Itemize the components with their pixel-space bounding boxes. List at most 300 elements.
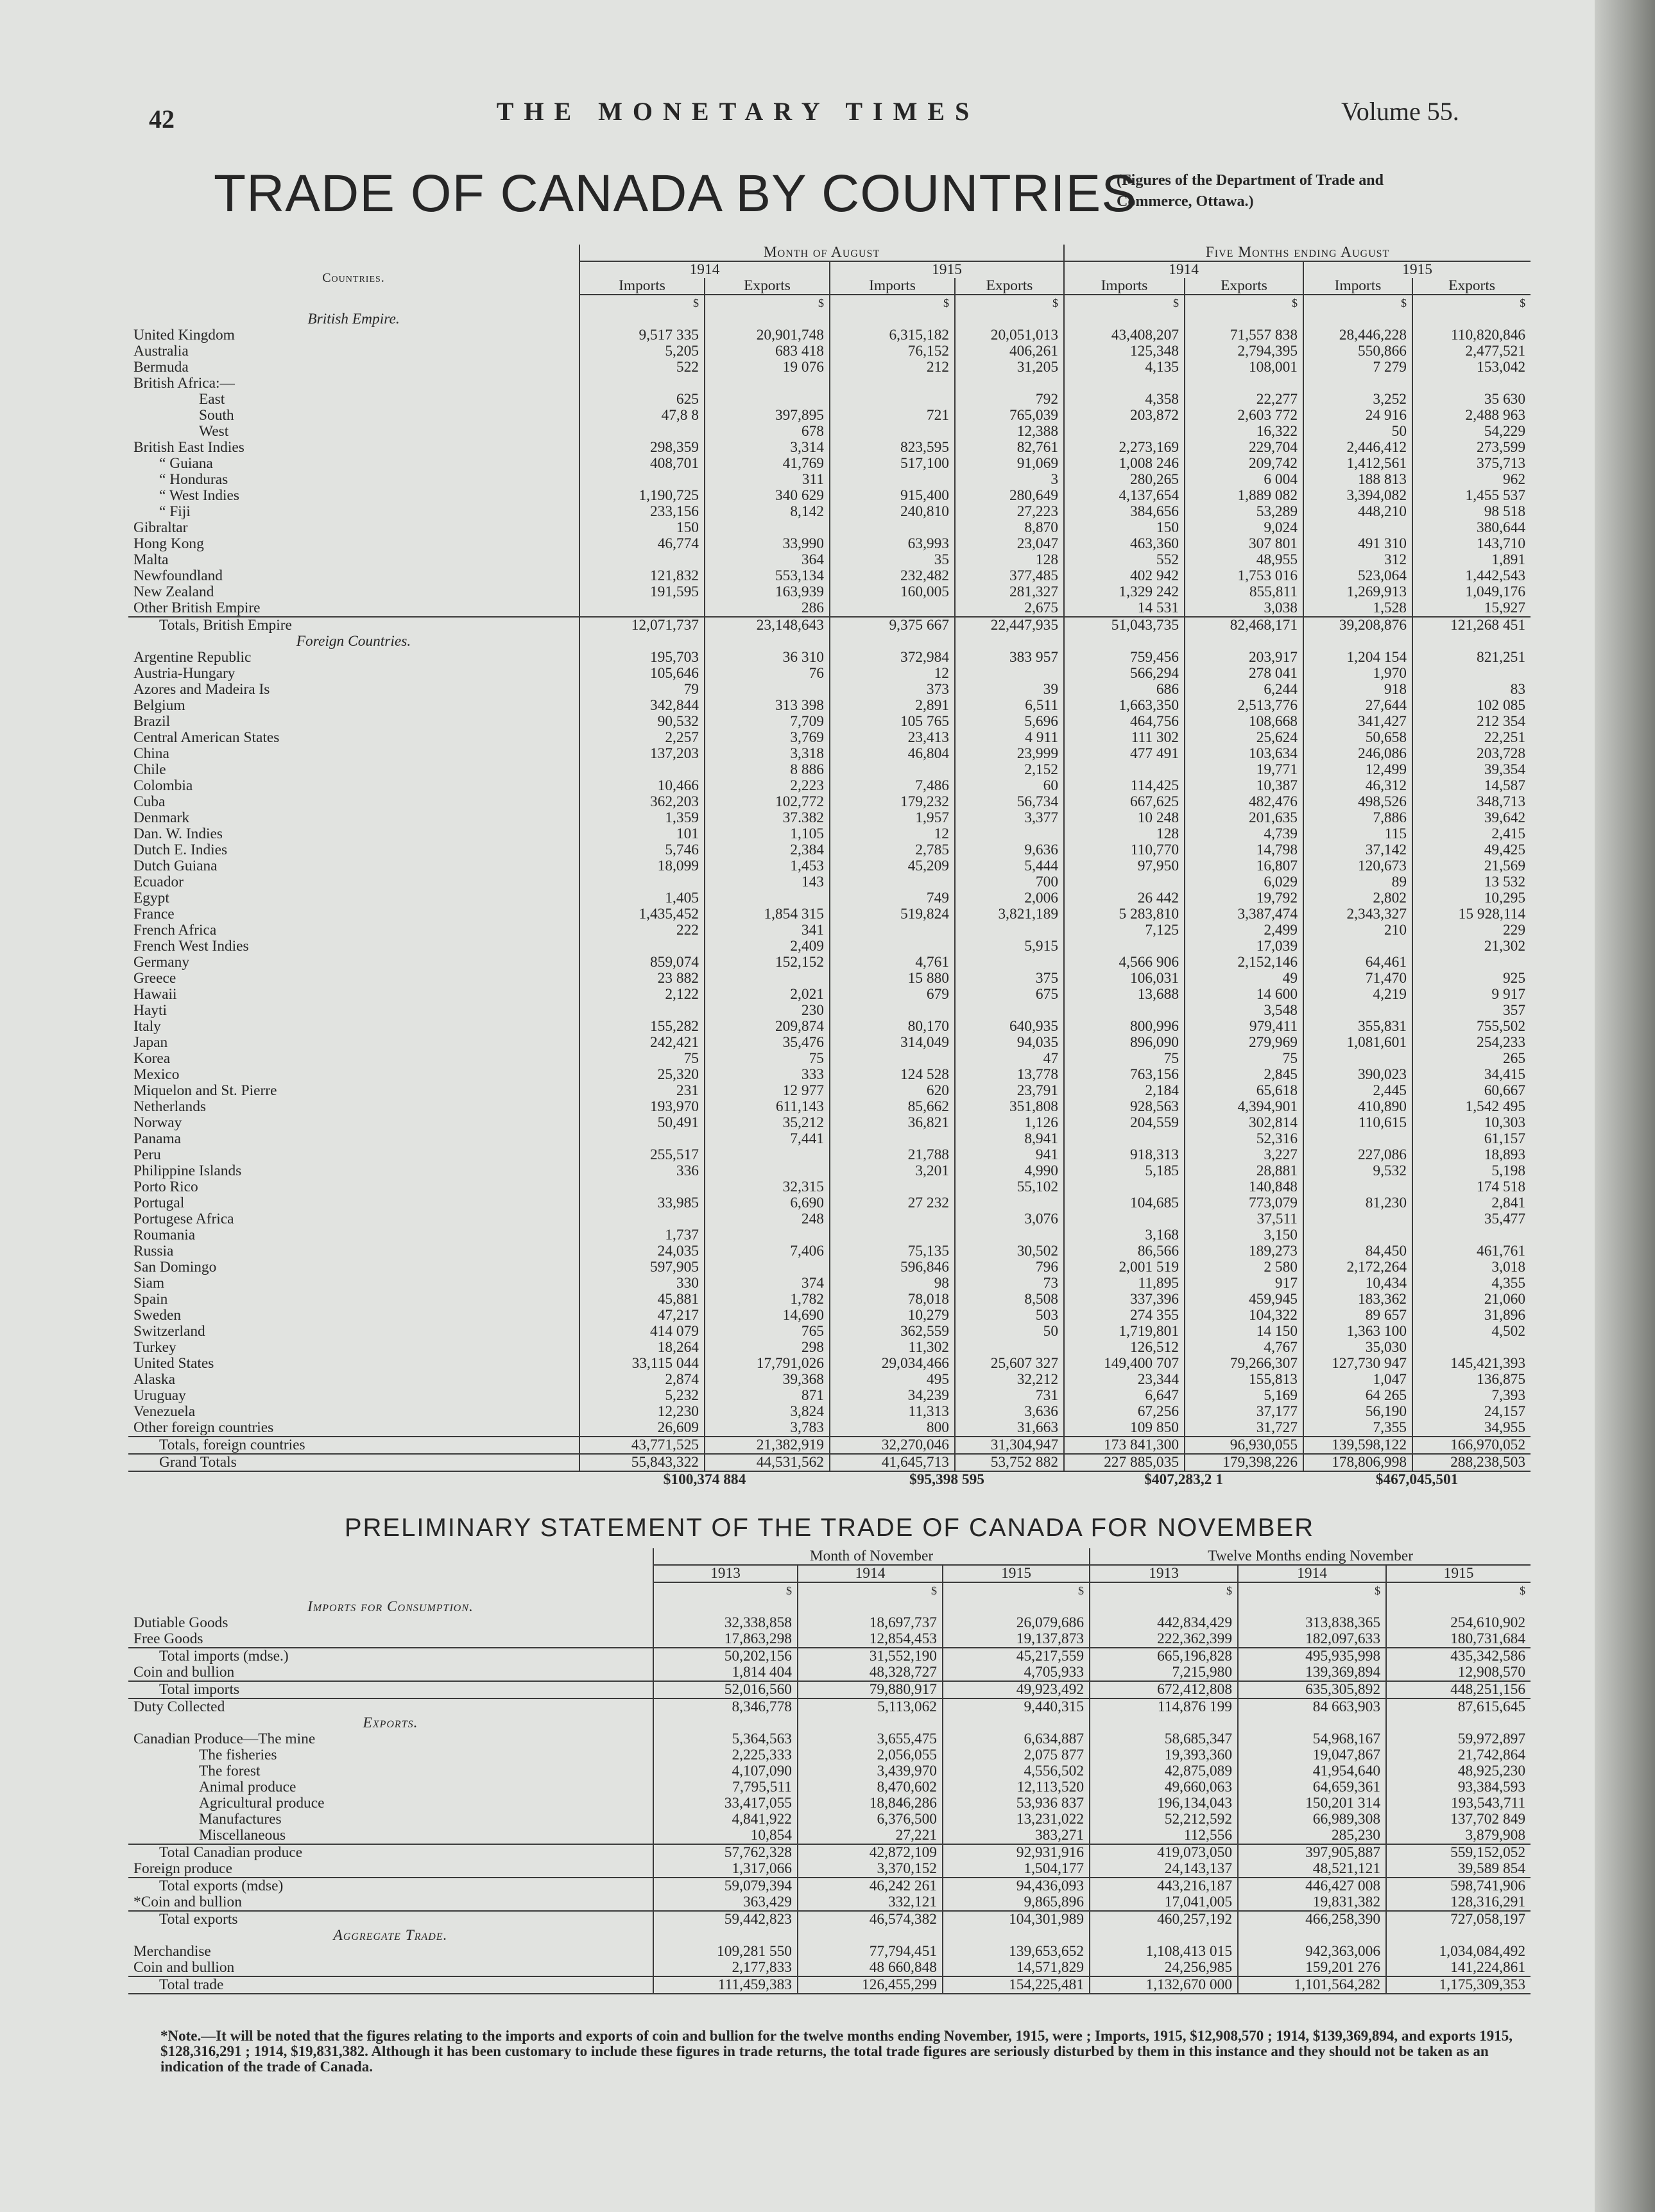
cell-value: 54,229	[1412, 424, 1531, 440]
cell-value: 89 657	[1303, 1308, 1412, 1324]
cell-value: 47	[955, 1051, 1064, 1067]
combined-total: $95,398 595	[909, 1471, 984, 1488]
cell-value: 79	[579, 682, 705, 698]
cell-value: 58,685,347	[1090, 1731, 1238, 1747]
row-label: British East Indies	[133, 440, 244, 456]
currency-symbol: $	[830, 295, 955, 311]
cell-value: 125,348	[1064, 343, 1185, 359]
row-label: “ Fiji	[159, 504, 191, 520]
cell-value: 611,143	[705, 1099, 830, 1115]
table-row	[128, 1779, 1531, 1795]
column-header: Exports	[955, 278, 1064, 295]
cell-value: 36,821	[830, 1115, 955, 1131]
cell-value: 128,316,291	[1386, 1894, 1531, 1911]
cell-value: 3,824	[705, 1404, 830, 1420]
cell-value: 103,634	[1185, 746, 1303, 762]
cell-value: 126,455,299	[798, 1976, 943, 1994]
cell-value: 3	[955, 472, 1064, 488]
cell-value: 23 882	[579, 971, 705, 987]
cell-value: 28,881	[1185, 1163, 1303, 1179]
row-label: South	[199, 408, 234, 424]
row-label: Dutch E. Indies	[133, 842, 228, 858]
cell-value: 11,302	[830, 1340, 955, 1356]
cell-value: 46,312	[1303, 778, 1412, 794]
row-label: Siam	[133, 1275, 165, 1292]
cell-value: 1,105	[705, 826, 830, 842]
cell-value: 495,935,998	[1238, 1648, 1386, 1664]
cell-value: 519,824	[830, 906, 955, 922]
row-label: Egypt	[133, 890, 169, 906]
cell-value: 918	[1303, 682, 1412, 698]
cell-value: 2,021	[705, 987, 830, 1003]
cell-value: 111 302	[1064, 730, 1185, 746]
cell-value	[1412, 1340, 1531, 1356]
row-label: East	[199, 392, 225, 408]
cell-value: 4,761	[830, 955, 955, 971]
cell-value: 114,876 199	[1090, 1698, 1238, 1715]
cell-value: 20,901,748	[705, 327, 830, 343]
row-label: United Kingdom	[133, 327, 235, 343]
cell-value: 274 355	[1064, 1308, 1185, 1324]
row-label: Sweden	[133, 1308, 182, 1324]
cell-value	[830, 472, 955, 488]
cell-value: 41,769	[705, 456, 830, 472]
cell-value: 46,774	[579, 536, 705, 552]
cell-value: 2,122	[579, 987, 705, 1003]
cell-value: 55,843,322	[579, 1454, 705, 1471]
cell-value: 139,653,652	[943, 1944, 1090, 1960]
cell-value: 4,841,922	[653, 1811, 798, 1827]
cell-value: 92,931,916	[943, 1844, 1090, 1861]
cell-value	[1064, 938, 1185, 955]
cell-value: 8,470,602	[798, 1779, 943, 1795]
row-label: Coin and bullion	[133, 1960, 235, 1976]
cell-value: 35,030	[1303, 1340, 1412, 1356]
cell-value: 64,461	[1303, 955, 1412, 971]
cell-value: 91,069	[955, 456, 1064, 472]
country-row	[128, 922, 1531, 938]
currency-symbol: $	[1090, 1582, 1238, 1599]
cell-value: 64 265	[1303, 1388, 1412, 1404]
country-row	[128, 424, 1531, 440]
cell-value	[579, 376, 705, 392]
country-row	[128, 1035, 1531, 1051]
country-row	[128, 359, 1531, 376]
cell-value	[830, 1051, 955, 1067]
section-foreign-countries	[128, 634, 1531, 650]
table-row	[128, 1698, 1531, 1715]
cell-value: 8,941	[955, 1131, 1064, 1147]
country-row	[128, 1195, 1531, 1211]
cell-value: 193,970	[579, 1099, 705, 1115]
cell-value: 84,450	[1303, 1243, 1412, 1259]
cell-value	[1412, 955, 1531, 971]
cell-value: 22,251	[1412, 730, 1531, 746]
cell-value: 35,212	[705, 1115, 830, 1131]
cell-value	[955, 1340, 1064, 1356]
cell-value: 665,196,828	[1090, 1648, 1238, 1664]
combined-total: $100,374 884	[663, 1471, 746, 1488]
cell-value	[955, 311, 1064, 327]
cell-value: 9,375 667	[830, 617, 955, 634]
cell-value	[579, 874, 705, 890]
cell-value: 102,772	[705, 794, 830, 810]
cell-value: 377,485	[955, 568, 1064, 584]
cell-value: 942,363,006	[1238, 1944, 1386, 1960]
cell-value: 491 310	[1303, 536, 1412, 552]
cell-value: 4,137,654	[1064, 488, 1185, 504]
cell-value: 8,346,778	[653, 1698, 798, 1715]
cell-value: 37.382	[705, 810, 830, 826]
cell-value: 15,927	[1412, 600, 1531, 617]
row-label: Total exports (mdse)	[128, 1878, 653, 1894]
cell-value	[1064, 762, 1185, 778]
row-label: Korea	[133, 1051, 171, 1067]
cell-value: 700	[955, 874, 1064, 890]
cell-value: 7,393	[1412, 1388, 1531, 1404]
row-label: The mine	[258, 1731, 316, 1747]
cell-value: 2,785	[830, 842, 955, 858]
cell-value: 52,016,560	[653, 1681, 798, 1698]
cell-value: 12	[830, 826, 955, 842]
cell-value: 1,737	[579, 1227, 705, 1243]
cell-value: 87,615,645	[1386, 1698, 1531, 1715]
cell-value: 10,854	[653, 1827, 798, 1844]
row-label: Manufactures	[199, 1811, 282, 1827]
cell-value: 3,318	[705, 746, 830, 762]
cell-value: 918,313	[1064, 1147, 1185, 1163]
cell-value: 47,8 8	[579, 408, 705, 424]
cell-value: 104,322	[1185, 1308, 1303, 1324]
cell-value: 59,972,897	[1386, 1731, 1531, 1747]
cell-value: 153,042	[1412, 359, 1531, 376]
cell-value: 32,338,858	[653, 1615, 798, 1631]
cell-value: 464,756	[1064, 714, 1185, 730]
cell-value: 27,644	[1303, 698, 1412, 714]
row-label: Total imports	[128, 1681, 653, 1698]
row-label: Hawaii	[133, 987, 177, 1003]
cell-value: 13 532	[1412, 874, 1531, 890]
cell-value	[830, 424, 955, 440]
cell-value: 35 630	[1412, 392, 1531, 408]
cell-value: 2,513,776	[1185, 698, 1303, 714]
cell-value: 105 765	[830, 714, 955, 730]
row-label: Ecuador	[133, 874, 184, 890]
cell-value: 979,411	[1185, 1019, 1303, 1035]
cell-value: 463,360	[1064, 536, 1185, 552]
cell-value: 273,599	[1412, 440, 1531, 456]
row-label: Miquelon and St. Pierre	[133, 1083, 277, 1099]
cell-value: 191,595	[579, 584, 705, 600]
cell-value: 98	[830, 1275, 955, 1292]
currency-symbol: $	[943, 1582, 1090, 1599]
cell-value: 32,212	[955, 1372, 1064, 1388]
row-label: Other British Empire	[133, 600, 261, 616]
cell-value: 14,690	[705, 1308, 830, 1324]
country-row	[128, 987, 1531, 1003]
currency-symbol: $	[705, 295, 830, 311]
row-label: Mexico	[133, 1067, 180, 1083]
cell-value: 2,384	[705, 842, 830, 858]
cell-value: 410,890	[1303, 1099, 1412, 1115]
cell-value: 278 041	[1185, 666, 1303, 682]
cell-value: 1,108,413 015	[1090, 1944, 1238, 1960]
cell-value: 13,688	[1064, 987, 1185, 1003]
cell-value: 98 518	[1412, 504, 1531, 520]
cell-value	[705, 1147, 830, 1163]
cell-value: 52,212,592	[1090, 1811, 1238, 1827]
cell-value: 18,846,286	[798, 1795, 943, 1811]
cell-value: 3,314	[705, 440, 830, 456]
cell-value: 126,512	[1064, 1340, 1185, 1356]
cell-value: 553,134	[705, 568, 830, 584]
cell-value: 79,266,307	[1185, 1356, 1303, 1372]
cell-value: 75,135	[830, 1243, 955, 1259]
cell-value	[579, 552, 705, 568]
cell-value: 763,156	[1064, 1067, 1185, 1083]
row-label: Malta	[133, 552, 169, 568]
table-row	[128, 1944, 1531, 1960]
month-of-august-header: Month of August	[579, 245, 1064, 261]
cell-value: 773,079	[1185, 1195, 1303, 1211]
cell-value	[1303, 1003, 1412, 1019]
row-label: Russia	[133, 1243, 174, 1259]
cell-value: 23,344	[1064, 1372, 1185, 1388]
cell-value: 24,157	[1412, 1404, 1531, 1420]
cell-value: 97,950	[1064, 858, 1185, 874]
cell-value: 1,204 154	[1303, 650, 1412, 666]
cell-value: 4 911	[955, 730, 1064, 746]
cell-value: 314,049	[830, 1035, 955, 1051]
cell-value: 46,574,382	[798, 1911, 943, 1928]
cell-value: 1,455 537	[1412, 488, 1531, 504]
cell-value: 136,875	[1412, 1372, 1531, 1388]
row-label: Gibraltar	[133, 520, 188, 536]
cell-value: 461,761	[1412, 1243, 1531, 1259]
cell-value: 52,316	[1185, 1131, 1303, 1147]
country-row	[128, 890, 1531, 906]
cell-value: 242,421	[579, 1035, 705, 1051]
cell-value: 11,895	[1064, 1275, 1185, 1292]
cell-value: 37,142	[1303, 842, 1412, 858]
cell-value: 50,491	[579, 1115, 705, 1131]
cell-value: 896,090	[1064, 1035, 1185, 1051]
cell-value	[705, 1259, 830, 1275]
cell-value	[705, 1227, 830, 1243]
country-row	[128, 1083, 1531, 1099]
month-of-november-header: Month of November	[653, 1548, 1090, 1565]
cell-value: 2,409	[705, 938, 830, 955]
trade-by-countries-table	[128, 245, 1531, 1488]
cell-value	[1386, 1599, 1531, 1615]
country-row	[128, 810, 1531, 826]
cell-value: 31,304,947	[955, 1437, 1064, 1454]
cell-value: 9,440,315	[943, 1698, 1090, 1715]
currency-symbol: $	[1238, 1582, 1386, 1599]
row-label: Italy	[133, 1019, 161, 1035]
cell-value: 209,874	[705, 1019, 830, 1035]
cell-value: 552	[1064, 552, 1185, 568]
row-label: The fisheries	[199, 1747, 277, 1763]
cell-value: 351,808	[955, 1099, 1064, 1115]
cell-value: 1,663,350	[1064, 698, 1185, 714]
cell-value: 76	[705, 666, 830, 682]
cell-value: 3,038	[1185, 600, 1303, 617]
cell-value	[1303, 634, 1412, 650]
cell-value	[579, 311, 705, 327]
cell-value	[955, 1003, 1064, 1019]
cell-value: 140,848	[1185, 1179, 1303, 1195]
cell-value: 477 491	[1064, 746, 1185, 762]
cell-value: 11,313	[830, 1404, 955, 1420]
cell-value	[579, 1003, 705, 1019]
cell-value: 39,208,876	[1303, 617, 1412, 634]
cell-value	[1064, 634, 1185, 650]
cell-value: 17,791,026	[705, 1356, 830, 1372]
column-header: Exports	[705, 278, 830, 295]
cell-value: 33,990	[705, 536, 830, 552]
cell-value: 6,029	[1185, 874, 1303, 890]
row-label: Duty Collected	[128, 1698, 653, 1715]
cell-value: 160,005	[830, 584, 955, 600]
cell-value: 280,649	[955, 488, 1064, 504]
row-label: China	[133, 746, 169, 762]
cell-value: 620	[830, 1083, 955, 1099]
country-row	[128, 1404, 1531, 1420]
cell-value: 61,157	[1412, 1131, 1531, 1147]
cell-value	[955, 826, 1064, 842]
column-header: Exports	[1185, 278, 1303, 295]
cell-value: 1,504,177	[943, 1861, 1090, 1878]
cell-value: 7,709	[705, 714, 830, 730]
cell-value: 48,328,727	[798, 1664, 943, 1681]
cell-value: 1,081,601	[1303, 1035, 1412, 1051]
cell-value: 566,294	[1064, 666, 1185, 682]
cell-value: 203,917	[1185, 650, 1303, 666]
cell-value: 3,252	[1303, 392, 1412, 408]
cell-value	[1064, 874, 1185, 890]
cell-value	[955, 666, 1064, 682]
row-label: Dutch Guiana	[133, 858, 218, 874]
cell-value: 1,317,066	[653, 1861, 798, 1878]
cell-value: 110,820,846	[1412, 327, 1531, 343]
cell-value: 212 354	[1412, 714, 1531, 730]
cell-value: 1,528	[1303, 600, 1412, 617]
cell-value: 163,939	[705, 584, 830, 600]
cell-value: 459,945	[1185, 1292, 1303, 1308]
cell-value: 12,854,453	[798, 1631, 943, 1648]
cell-value: 823,595	[830, 440, 955, 456]
cell-value: 81,230	[1303, 1195, 1412, 1211]
cell-value: 17,041,005	[1090, 1894, 1238, 1911]
country-row	[128, 600, 1531, 617]
cell-value: 402 942	[1064, 568, 1185, 584]
cell-value: 9,865,896	[943, 1894, 1090, 1911]
cell-value: 517,100	[830, 456, 955, 472]
cell-value: 448,210	[1303, 504, 1412, 520]
row-label: “ Honduras	[159, 472, 228, 488]
cell-value: 14,571,829	[943, 1960, 1090, 1976]
cell-value: 2,477,521	[1412, 343, 1531, 359]
cell-value: 313,838,365	[1238, 1615, 1386, 1631]
cell-value: 1,970	[1303, 666, 1412, 682]
cell-value: 26 442	[1064, 890, 1185, 906]
cell-value	[653, 1599, 798, 1615]
cell-value: 7,125	[1064, 922, 1185, 938]
year-header: 1914	[798, 1565, 943, 1582]
cell-value: 178,806,998	[1303, 1454, 1412, 1471]
cell-value: 2,001 519	[1064, 1259, 1185, 1275]
cell-value: 12,113,520	[943, 1779, 1090, 1795]
cell-value: 3,387,474	[1185, 906, 1303, 922]
row-label: Greece	[133, 971, 176, 987]
cell-value: 419,073,050	[1090, 1844, 1238, 1861]
cell-value: 50	[955, 1324, 1064, 1340]
cell-value: 495	[830, 1372, 955, 1388]
country-row	[128, 1388, 1531, 1404]
cell-value: 174 518	[1412, 1179, 1531, 1195]
section-heading: Aggregate Trade.	[333, 1928, 448, 1944]
cell-value: 6,315,182	[830, 327, 955, 343]
cell-value: 18,893	[1412, 1147, 1531, 1163]
cell-value: 12,499	[1303, 762, 1412, 778]
cell-value	[579, 634, 705, 650]
cell-value: 2,499	[1185, 922, 1303, 938]
cell-value: 332,121	[798, 1894, 943, 1911]
cell-value: 3,636	[955, 1404, 1064, 1420]
cell-value: 246,086	[1303, 746, 1412, 762]
country-row	[128, 1324, 1531, 1340]
cell-value	[1090, 1599, 1238, 1615]
country-row	[128, 938, 1531, 955]
cell-value: 598,741,906	[1386, 1878, 1531, 1894]
cell-value	[579, 472, 705, 488]
cell-value: 13,778	[955, 1067, 1064, 1083]
combined-total: $407,283,2 1	[1144, 1471, 1223, 1488]
cell-value: 597,905	[579, 1259, 705, 1275]
country-row	[128, 1131, 1531, 1147]
cell-value: 229,704	[1185, 440, 1303, 456]
cell-value	[1064, 311, 1185, 327]
cell-value: 41,645,713	[830, 1454, 955, 1471]
cell-value: 383,271	[943, 1827, 1090, 1844]
cell-value: 13,231,022	[943, 1811, 1090, 1827]
cell-value: 5,696	[955, 714, 1064, 730]
cell-value	[705, 311, 830, 327]
cell-value	[579, 762, 705, 778]
cell-value: 1,363 100	[1303, 1324, 1412, 1340]
cell-value: 4,990	[955, 1163, 1064, 1179]
row-label: Total trade	[128, 1976, 653, 1994]
cell-value: 53,752 882	[955, 1454, 1064, 1471]
cell-value	[1090, 1715, 1238, 1731]
table-row	[128, 1681, 1531, 1698]
cell-value: 25,624	[1185, 730, 1303, 746]
row-label: Cuba	[133, 794, 166, 810]
cell-value	[830, 1211, 955, 1227]
cell-value: 1,034,084,492	[1386, 1944, 1531, 1960]
cell-value: 45,217,559	[943, 1648, 1090, 1664]
country-row	[128, 1372, 1531, 1388]
cell-value: 24 916	[1303, 408, 1412, 424]
row-label: Turkey	[133, 1340, 176, 1356]
cell-value: 2,891	[830, 698, 955, 714]
cell-value: 1,957	[830, 810, 955, 826]
cell-value	[705, 634, 830, 650]
cell-value: 2,172,264	[1303, 1259, 1412, 1275]
cell-value: 51,043,735	[1064, 617, 1185, 634]
cell-value: 183,362	[1303, 1292, 1412, 1308]
